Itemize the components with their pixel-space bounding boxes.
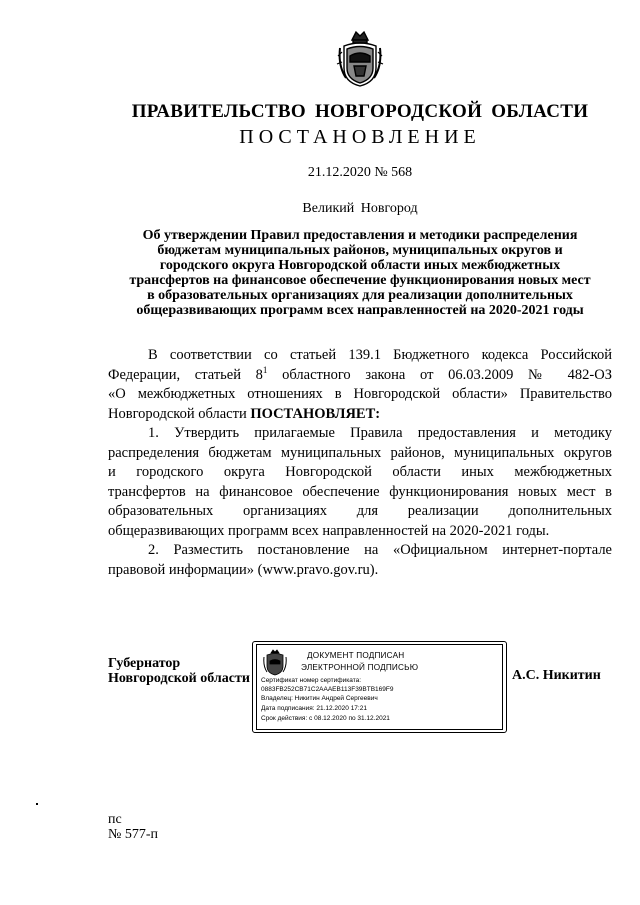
novgorod-coat-of-arms-icon — [336, 26, 384, 90]
org-title: ПРАВИТЕЛЬСТВО НОВГОРОДСКОЙ ОБЛАСТИ — [131, 101, 589, 122]
superscript: 1 — [262, 364, 268, 375]
body-line: общеразвивающих программ всех направленностей на 2020-2021 годы. — [108, 522, 550, 539]
body-line: трансфертов на финансовое обеспечение функционирования новых мест в — [108, 483, 612, 500]
signatory-position: Губернатор Новгородской области — [108, 656, 250, 686]
resolves-keyword: ПОСТАНОВЛЯЕТ: — [250, 405, 381, 422]
document-heading — [108, 228, 612, 318]
body-line: «О межбюджетных отношениях в Новгородской области» Правительство — [108, 386, 612, 402]
stamp-title: ЭЛЕКТРОННОЙ ПОДПИСЬЮ — [301, 663, 419, 672]
paragraph-preamble — [108, 346, 612, 424]
body-line: образовательных организациях для реализации дополнительных — [108, 503, 612, 519]
stamp-cert-number: 0883FB252CB71C2AAAEB113F39BTB169F9 — [261, 686, 394, 693]
coat-of-arms-small-icon — [263, 649, 287, 677]
body-line: правовой информации» (www.pravo.gov.ru). — [108, 561, 379, 578]
stamp-validity: Срок действия: с 08.12.2020 по 31.12.2021 — [261, 715, 390, 722]
paragraph-item-1 — [108, 424, 612, 541]
heading-line: трансфертов на финансовое обеспечение функционирования новых мест — [129, 273, 591, 288]
body-line: и городского округа Новгородской области иных межбюджетных — [108, 464, 612, 480]
heading-line: городского округа Новгородской области иных межбюджетных — [159, 258, 561, 273]
body-line: В соответствии со статьей 139.1 Бюджетного кодекса Российской — [148, 347, 612, 363]
body-line: Федерации, статьей $8^1$ областного закона от 06.03.2009 № 482-ОЗ — [108, 364, 612, 383]
body-line: Новгородской области ПОСТАНОВЛЯЕТ: — [108, 405, 381, 422]
doc-type: ПОСТАНОВЛЕНИЕ — [239, 126, 481, 148]
scan-speck — [36, 803, 38, 805]
body-line: 2. Разместить постановление на «Официальном интернет-портале — [148, 542, 612, 558]
heading-line: Об утверждении Правил предоставления и методики распределения — [142, 228, 578, 243]
document-body — [108, 346, 612, 580]
heading-line: в образовательных организациях для реализации дополнительных — [147, 288, 573, 303]
doc-place: Великий Новгород — [302, 201, 418, 216]
body-line: распределения бюджетам муниципальных районов, муниципальных округов — [108, 444, 612, 461]
signatory-name: А.С. Никитин — [512, 668, 601, 683]
stamp-cert-label: Сертификат номер сертификата: — [261, 677, 362, 684]
footer-note: пс № 577-п — [108, 812, 159, 842]
body-line: 1. Утвердить прилагаемые Правила предоставления и методику — [148, 425, 612, 441]
stamp-title: ДОКУМЕНТ ПОДПИСАН — [307, 651, 405, 660]
stamp-owner: Владелец: Никитин Андрей Сергеевич — [261, 695, 378, 702]
doc-date-number: 21.12.2020 № 568 — [307, 165, 413, 180]
heading-line: бюджетам муниципальных районов, муниципальных округов и — [157, 243, 563, 258]
stamp-signed-date: Дата подписания: 21.12.2020 17:21 — [261, 705, 367, 712]
paragraph-item-2 — [108, 541, 612, 580]
heading-line: общеразвивающих программ всех направленностей на 2020-2021 годы — [136, 303, 584, 318]
electronic-signature-stamp — [252, 641, 507, 733]
